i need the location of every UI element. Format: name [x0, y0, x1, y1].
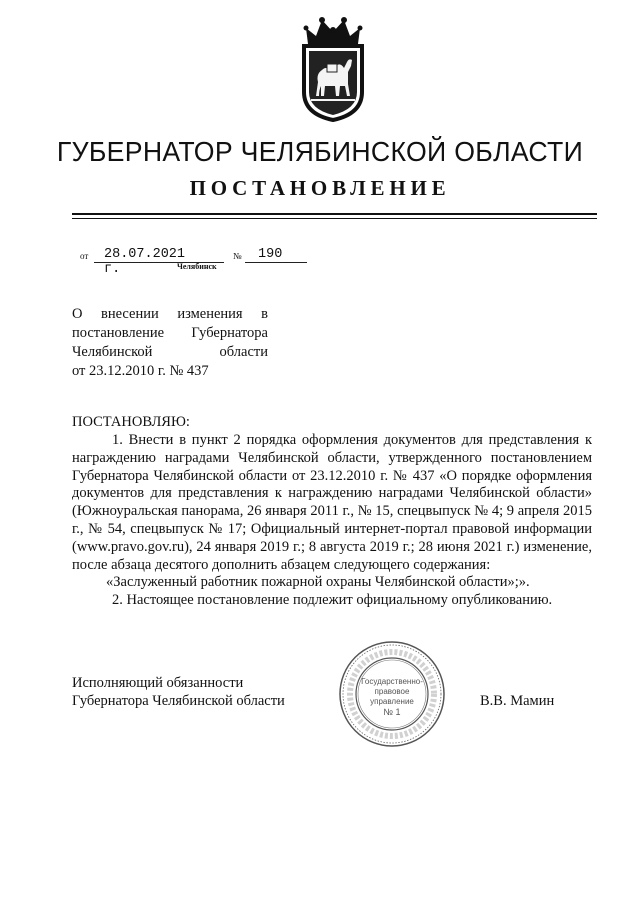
- position-line: Исполняющий обязанности: [72, 675, 244, 691]
- position-line: Губернатора Челябинской области: [72, 693, 285, 709]
- subject-line: от 23.12.2010 г. № 437: [72, 363, 209, 379]
- from-label: от: [80, 251, 89, 261]
- decree-word: ПОСТАНОВЛЯЮ:: [72, 414, 190, 430]
- subject-line: постановление Губернатора: [72, 325, 268, 341]
- issuing-authority: ГУБЕРНАТОР ЧЕЛЯБИНСКОЙ ОБЛАСТИ: [56, 136, 584, 167]
- number-label: №: [233, 251, 242, 261]
- subject-line: О внесении изменения в: [72, 306, 268, 322]
- quoted-addition: «Заслуженный работник пожарной охраны Челябинской области»;».: [106, 574, 530, 591]
- city-label: Челябинск: [177, 262, 217, 271]
- document-date: 28.07.2021 г.: [104, 247, 186, 277]
- paragraph-1: 1. Внести в пункт 2 порядка оформления документов для представления к награждению наградами Челябинской области, утвержденного постановлением Губернатора Челябинской области от 23.12.2010 г. № 437 «О порядке оформления документов для представления к награждению наградами Челябинской области» (Южноуральская панорама, 26 января 2011 г., № 15, спецвыпуск № 4; 9 апреля 2015 г., № 54, спецвыпуск № 17; Официальный интернет-портал правовой информации (www.pravo.gov.ru), 24 января 2019 г.; 8 августа 2019 г.; 28 июня 2021 г.) изменение, после абзаца десятого дополнить абзацем следующего содержания:: [72, 432, 592, 573]
- paragraph-2: 2. Настоящее постановление подлежит официальному опубликованию.: [112, 592, 553, 609]
- seal-text: № 1: [383, 707, 401, 717]
- document-subject: [72, 305, 268, 381]
- official-seal-icon: [338, 640, 446, 748]
- number-underline: [245, 262, 307, 263]
- document-type: ПОСТАНОВЛЕНИЕ: [189, 176, 451, 200]
- seal-text: Государственно-: [361, 677, 423, 686]
- document-number: 190: [258, 247, 283, 262]
- header-divider-thick: [72, 213, 597, 215]
- subject-line: Челябинской области: [72, 344, 268, 360]
- coat-of-arms-icon: [292, 14, 374, 122]
- document-body: [72, 432, 592, 610]
- seal-text: правовое: [374, 687, 410, 696]
- signatory-name: В.В. Мамин: [480, 693, 555, 709]
- seal-text: управление: [370, 697, 414, 706]
- header-divider-thin: [72, 218, 597, 219]
- signatory-position: [72, 674, 285, 710]
